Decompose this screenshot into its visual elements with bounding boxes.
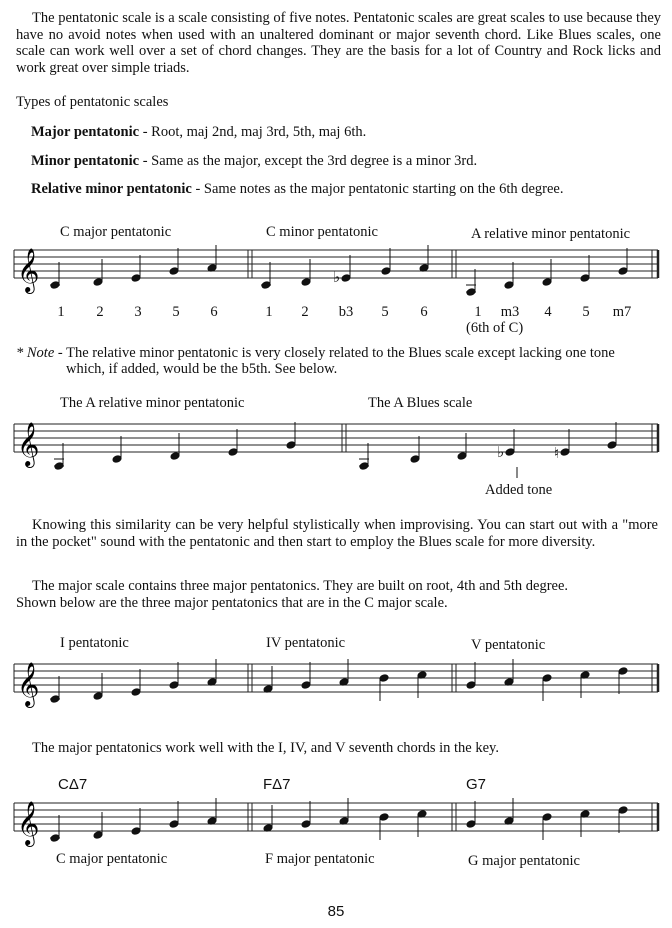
type-relative-desc: - Same notes as the major pentatonic starting on the 6th degree. bbox=[191, 181, 564, 197]
svg-text:♮: ♮ bbox=[554, 444, 560, 462]
caption-c-major: C major pentatonic bbox=[56, 851, 168, 867]
chord-symbol-g: G7 bbox=[466, 776, 487, 793]
ex2-title-blues: The A Blues scale bbox=[368, 395, 473, 411]
ex1-title-c-major: C major pentatonic bbox=[60, 224, 172, 240]
degree-label: b3 bbox=[338, 304, 354, 320]
degree-label: 6 bbox=[420, 304, 428, 320]
staff-1 bbox=[0, 240, 672, 310]
ex3-title-v: V pentatonic bbox=[471, 637, 546, 653]
degree-label: 2 bbox=[301, 304, 309, 320]
chord-symbol-f: FΔ7 bbox=[263, 776, 291, 793]
note-text: - The relative minor pentatonic is very closely related to the Blues scale except lacking one tone bbox=[54, 345, 615, 361]
ex3-title-iv: IV pentatonic bbox=[266, 635, 346, 651]
svg-text:♭: ♭ bbox=[333, 268, 341, 286]
type-relative-name: Relative minor pentatonic bbox=[31, 181, 192, 197]
ex2-title-relative: The A relative minor pentatonic bbox=[60, 395, 245, 411]
staff-2 bbox=[0, 410, 672, 485]
treble-clef-icon: 𝄞 bbox=[17, 422, 40, 466]
page-number: 85 bbox=[327, 903, 345, 920]
type-minor-desc: - Same as the major, except the 3rd degree is a minor 3rd. bbox=[139, 153, 478, 169]
ex3-title-i: I pentatonic bbox=[60, 635, 129, 651]
note-line-1 bbox=[16, 345, 615, 362]
degree-label: 2 bbox=[96, 304, 104, 320]
type-relative bbox=[31, 181, 563, 198]
major-scale-line-1: The major scale contains three major pentatonics. They are built on root, 4th and 5th degree. bbox=[32, 578, 569, 594]
chord-symbol-c: CΔ7 bbox=[58, 776, 88, 793]
added-tone-label: Added tone bbox=[485, 482, 553, 498]
degree-label: 3 bbox=[134, 304, 142, 320]
degree-label: 1 bbox=[474, 304, 482, 320]
seventh-chords-line: The major pentatonics work well with the I, IV, and V seventh chords in the key. bbox=[32, 740, 499, 756]
treble-clef-icon: 𝄞 bbox=[17, 662, 40, 706]
degree-label: 5 bbox=[582, 304, 590, 320]
degree-label: 5 bbox=[172, 304, 180, 320]
staff-4 bbox=[0, 790, 672, 850]
treble-clef-icon: 𝄞 bbox=[17, 248, 40, 292]
ex1-title-c-minor: C minor pentatonic bbox=[266, 224, 378, 240]
knowing-paragraph: Knowing this similarity can be very helpful stylistically when improvising. You can start out with a "more in the pocket" sound with the pentatonic and then start to employ the Blues scale for more diversity. bbox=[16, 517, 658, 550]
degree-label: 1 bbox=[57, 304, 65, 320]
type-major-desc: - Root, maj 2nd, maj 3rd, 5th, maj 6th. bbox=[139, 124, 367, 140]
degree-label: 5 bbox=[381, 304, 389, 320]
caption-f-major: F major pentatonic bbox=[265, 851, 375, 867]
degree-label: 1 bbox=[265, 304, 273, 320]
degree-label: m3 bbox=[500, 304, 520, 320]
svg-text:♭: ♭ bbox=[497, 443, 505, 461]
type-minor bbox=[31, 153, 477, 170]
degree-label: 6 bbox=[210, 304, 218, 320]
note-line-2: which, if added, would be the b5th. See below. bbox=[66, 361, 338, 377]
treble-clef-icon: 𝄞 bbox=[17, 801, 40, 845]
caption-g-major: G major pentatonic bbox=[468, 853, 580, 869]
major-scale-line-2: Shown below are the three major pentatonics that are in the C major scale. bbox=[16, 595, 448, 611]
degree-note: (6th of C) bbox=[466, 320, 524, 336]
type-major bbox=[31, 124, 366, 141]
degree-label: m7 bbox=[612, 304, 632, 320]
type-major-name: Major pentatonic bbox=[31, 124, 140, 140]
staff-3 bbox=[0, 650, 672, 720]
types-heading: Types of pentatonic scales bbox=[16, 94, 169, 110]
note-label: * Note bbox=[16, 345, 55, 361]
type-minor-name: Minor pentatonic bbox=[31, 153, 140, 169]
ex1-title-a-relative: A relative minor pentatonic bbox=[471, 226, 631, 242]
intro-paragraph: The pentatonic scale is a scale consisting of five notes. Pentatonic scales are great scales to use because they have no avoid notes when used with an unaltered dominant or major seventh chord. Like Blues scales, one scale can work well over a set of chord changes. They are the basis for a lot of Country and Rock licks and work great over simple triads. bbox=[16, 10, 661, 76]
degree-label: 4 bbox=[544, 304, 552, 320]
